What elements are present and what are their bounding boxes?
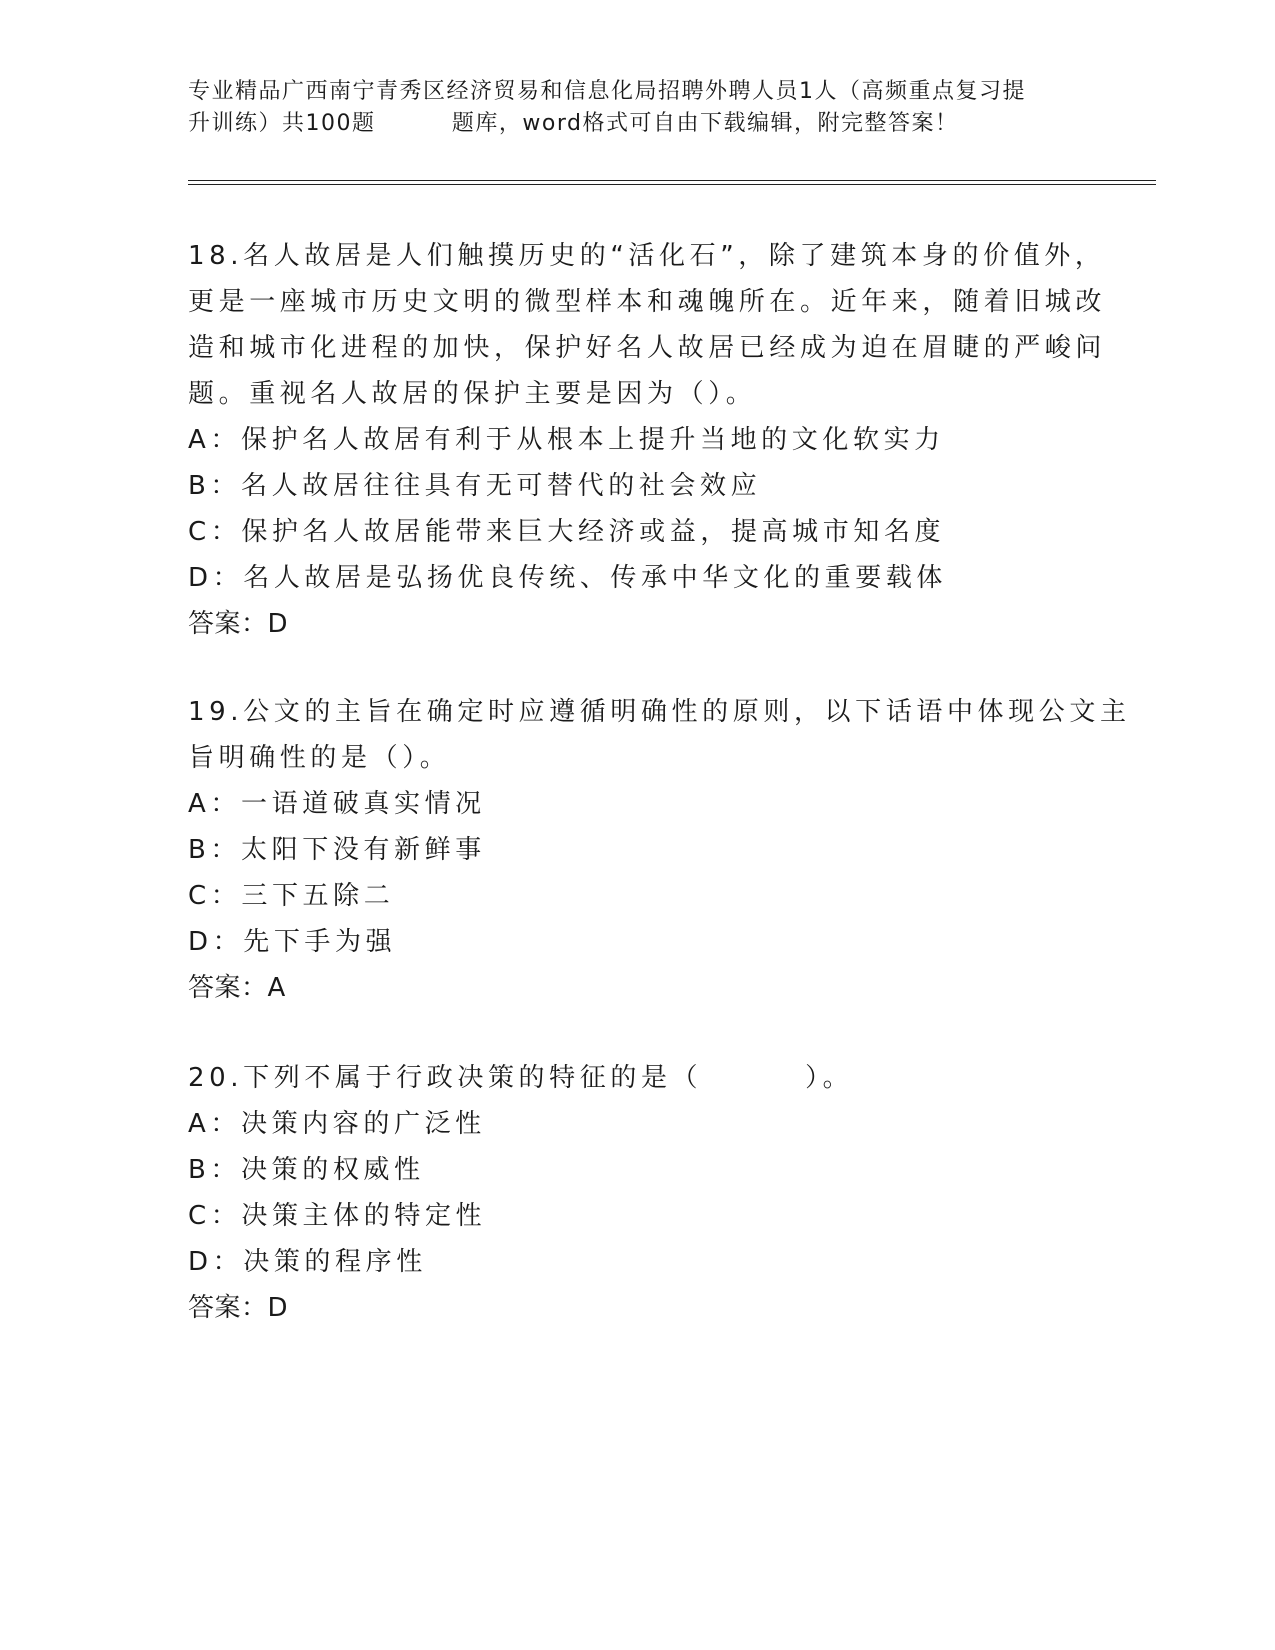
header-line-2: 升训练）共100题 题库，word格式可自由下载编辑，附完整答案！ (188, 111, 959, 136)
option-c: C：决策主体的特定性 (188, 1201, 487, 1231)
question-stem (188, 233, 1107, 417)
option-c: C：三下五除二 (188, 881, 395, 911)
header-divider-top (188, 180, 1156, 181)
stem-line: 20.下列不属于行政决策的特征的是（ ）。 (188, 1063, 854, 1093)
answer: 答案：D (188, 1293, 289, 1323)
document-header (188, 76, 1088, 140)
stem-line: 更是一座城市历史文明的微型样本和魂魄所在。近年来，随着旧城改 (188, 287, 1107, 317)
option-a: A：一语道破真实情况 (188, 789, 486, 819)
option-b: B：太阳下没有新鲜事 (188, 835, 486, 865)
option-d: D：先下手为强 (188, 927, 397, 957)
answer: 答案：D (188, 609, 289, 639)
option-d: D：名人故居是弘扬优良传统、传承中华文化的重要载体 (188, 563, 948, 593)
option-b: B：名人故居往往具有无可替代的社会效应 (188, 471, 762, 501)
stem-line: 19.公文的主旨在确定时应遵循明确性的原则，以下话语中体现公文主 (188, 697, 1131, 727)
header-divider-bottom (188, 184, 1156, 185)
stem-line: 旨明确性的是（）。 (188, 743, 451, 773)
question-18 (188, 233, 1107, 647)
option-c: C：保护名人故居能带来巨大经济或益，提高城市知名度 (188, 517, 946, 547)
option-a: A：决策内容的广泛性 (188, 1109, 486, 1139)
stem-line: 造和城市化进程的加快，保护好名人故居已经成为迫在眉睫的严峻问 (188, 333, 1107, 363)
question-stem (188, 689, 1131, 781)
option-d: D：决策的程序性 (188, 1247, 427, 1277)
question-19 (188, 689, 1131, 1011)
answer: 答案：A (188, 973, 286, 1003)
stem-line: 18.名人故居是人们触摸历史的“活化石”，除了建筑本身的价值外， (188, 241, 1106, 271)
stem-line: 题。重视名人故居的保护主要是因为（）。 (188, 379, 757, 409)
option-b: B：决策的权威性 (188, 1155, 425, 1185)
option-a: A：保护名人故居有利于从根本上提升当地的文化软实力 (188, 425, 945, 455)
question-stem (188, 1055, 1088, 1101)
header-line-1: 专业精品广西南宁青秀区经济贸易和信息化局招聘外聘人员1人（高频重点复习提 (188, 79, 1026, 104)
question-20 (188, 1055, 1088, 1331)
